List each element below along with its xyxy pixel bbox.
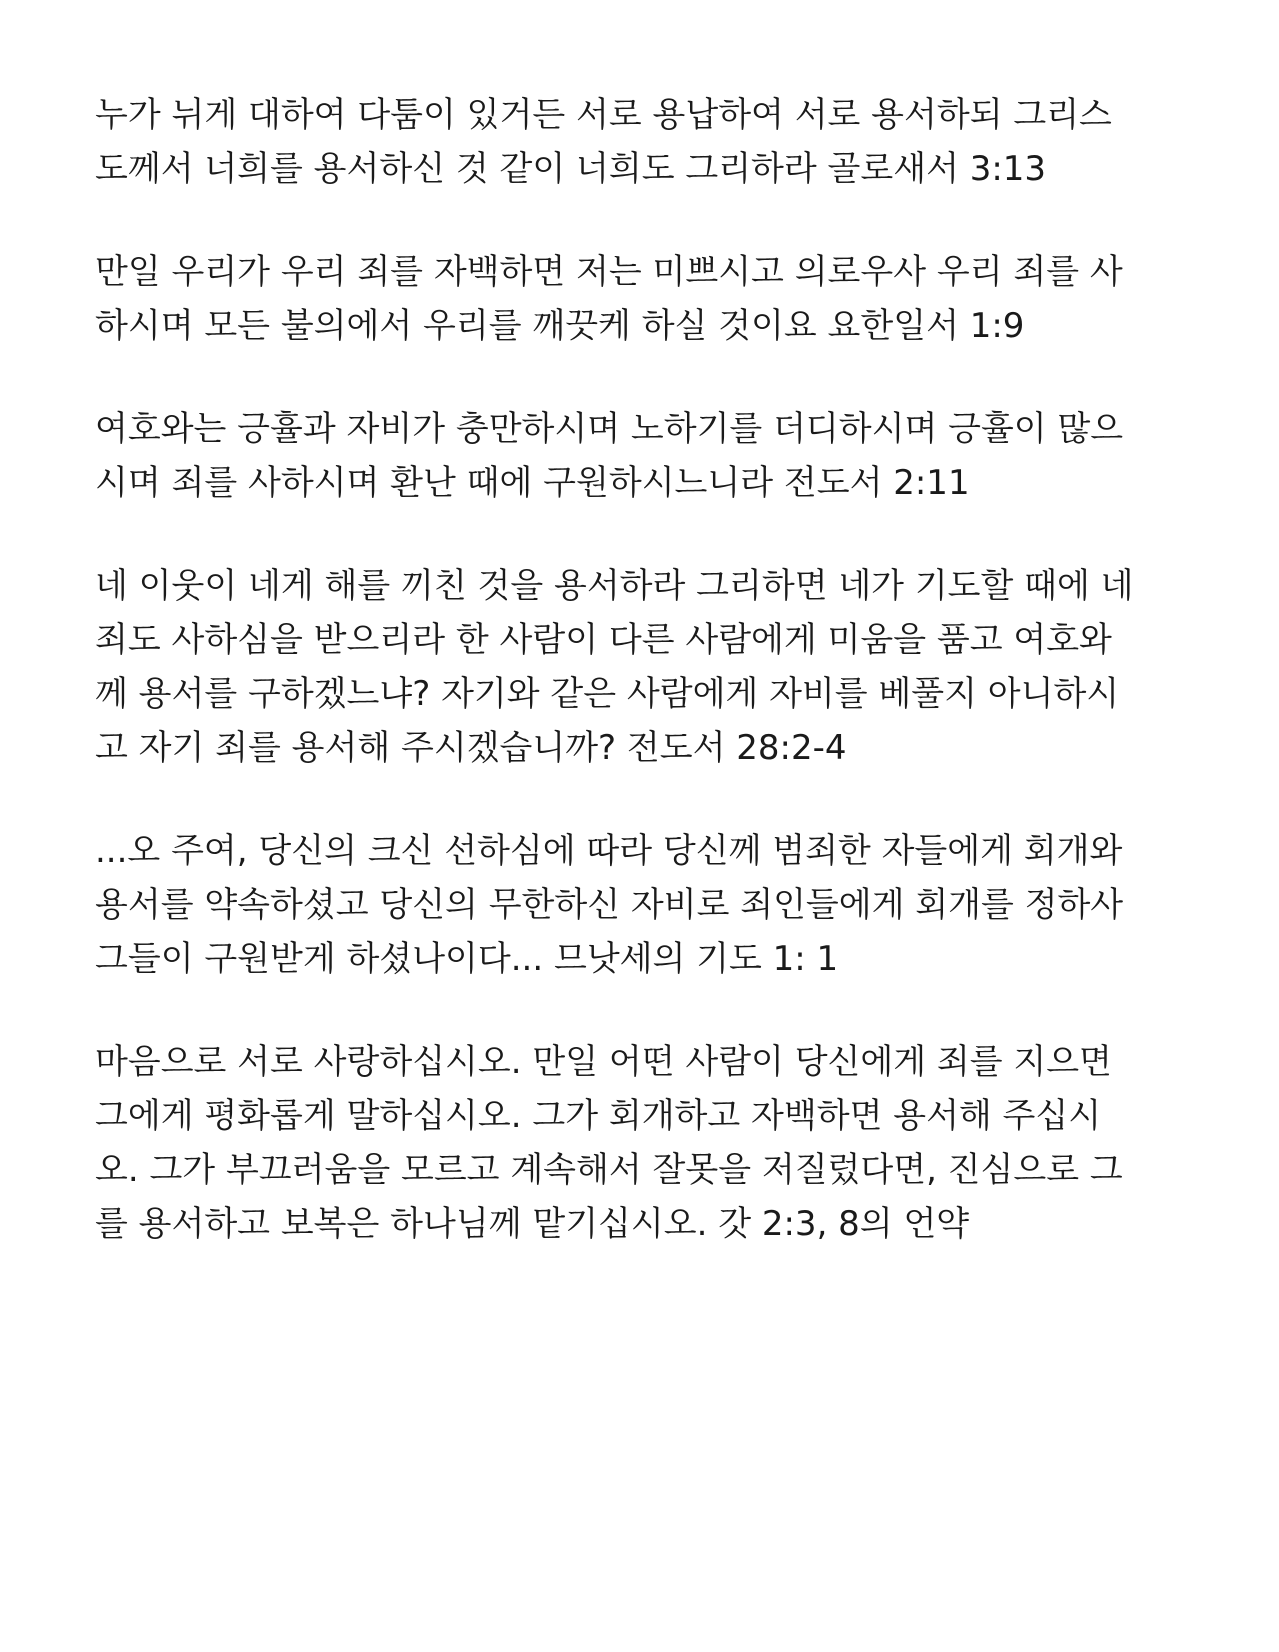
text-line: 그에게 평화롭게 말하십시오. 그가 회개하고 자백하면 용서해 주십시 bbox=[95, 1096, 1102, 1136]
text-line: 누가 뉘게 대하여 다툼이 있거든 서로 용납하여 서로 용서하되 그리스 bbox=[95, 95, 1112, 135]
text-line: 그들이 구원받게 하셨나이다... 므낫세의 기도 1: 1 bbox=[95, 939, 839, 979]
text-line: 시며 죄를 사하시며 환난 때에 구원하시느니라 전도서 2:11 bbox=[95, 463, 970, 503]
paragraph-sirach-2 bbox=[95, 402, 1159, 510]
paragraph-sirach-28 bbox=[95, 559, 1159, 775]
text-line: 를 용서하고 보복은 하나님께 맡기십시오. 갓 2:3, 8의 언약 bbox=[95, 1204, 970, 1244]
text-line: ...오 주여, 당신의 크신 선하심에 따라 당신께 범죄한 자들에게 회개와 bbox=[95, 831, 1123, 871]
text-line: 오. 그가 부끄러움을 모르고 계속해서 잘못을 저질렀다면, 진심으로 그 bbox=[95, 1150, 1123, 1190]
text-line: 네 이웃이 네게 해를 끼친 것을 용서하라 그리하면 네가 기도할 때에 네 bbox=[95, 566, 1134, 606]
text-line: 께 용서를 구하겠느냐? 자기와 같은 사람에게 자비를 베풀지 아니하시 bbox=[95, 674, 1120, 714]
text-line: 마음으로 서로 사랑하십시오. 만일 어떤 사람이 당신에게 죄를 지으면 bbox=[95, 1042, 1112, 1082]
text-line: 만일 우리가 우리 죄를 자백하면 저는 미쁘시고 의로우사 우리 죄를 사 bbox=[95, 252, 1123, 292]
paragraph-gad bbox=[95, 1035, 1159, 1251]
text-line: 고 자기 죄를 용서해 주시겠습니까? 전도서 28:2-4 bbox=[95, 728, 847, 768]
text-line: 용서를 약속하셨고 당신의 무한하신 자비로 죄인들에게 회개를 정하사 bbox=[95, 885, 1124, 925]
text-line: 죄도 사하심을 받으리라 한 사람이 다른 사람에게 미움을 품고 여호와 bbox=[95, 620, 1112, 660]
text-line: 도께서 너희를 용서하신 것 같이 너희도 그리하라 골로새서 3:13 bbox=[95, 149, 1047, 189]
text-line: 하시며 모든 불의에서 우리를 깨끗케 하실 것이요 요한일서 1:9 bbox=[95, 306, 1025, 346]
paragraph-colossians bbox=[95, 88, 1159, 196]
text-line: 여호와는 긍휼과 자비가 충만하시며 노하기를 더디하시며 긍휼이 많으 bbox=[95, 409, 1124, 449]
paragraph-manasseh bbox=[95, 824, 1159, 986]
paragraph-1john bbox=[95, 245, 1159, 353]
